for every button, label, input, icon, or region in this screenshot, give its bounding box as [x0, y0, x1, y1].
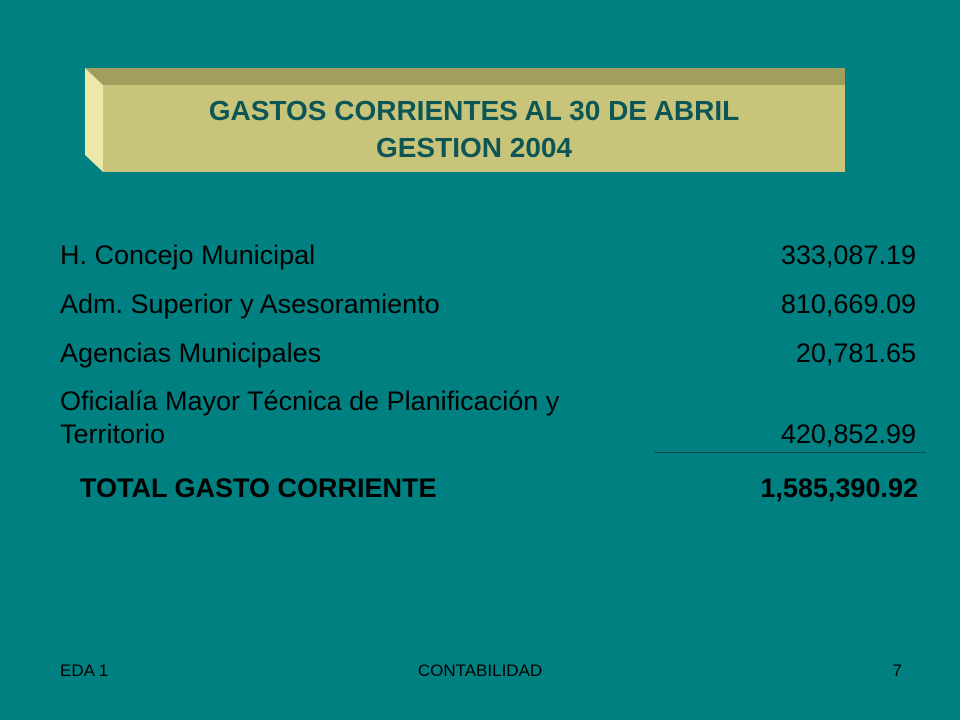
slide-number: 7 — [892, 661, 902, 680]
slide-title-line-1: GASTOS CORRIENTES AL 30 DE ABRIL — [208, 94, 740, 126]
table-row — [60, 224, 928, 272]
row-amount: 420,852.99 — [780, 419, 916, 449]
total-label: TOTAL GASTO CORRIENTE — [80, 473, 437, 503]
expense-table — [60, 224, 928, 451]
row-amount: 810,669.09 — [780, 289, 916, 319]
title-banner — [85, 68, 845, 172]
total-amount: 1,585,390.92 — [760, 473, 918, 503]
slide-title-line-2: GESTION 2004 — [375, 131, 573, 163]
footer-center-text: CONTABILIDAD — [417, 661, 543, 680]
footer-left-text: EDA 1 — [60, 661, 109, 680]
total-row — [80, 470, 928, 506]
table-row — [60, 272, 928, 321]
row-label: H. Concejo Municipal — [60, 240, 316, 270]
total-divider — [654, 452, 926, 453]
table-row — [60, 370, 928, 451]
row-amount: 20,781.65 — [795, 338, 916, 368]
row-label: Agencias Municipales — [60, 338, 322, 368]
row-label: Oficialía Mayor Técnica de Planificación y Territorio — [60, 386, 560, 449]
slide-title — [103, 85, 845, 172]
table-row — [60, 321, 928, 370]
row-label: Adm. Superior y Asesoramiento — [60, 289, 440, 319]
row-amount: 333,087.19 — [780, 240, 916, 270]
